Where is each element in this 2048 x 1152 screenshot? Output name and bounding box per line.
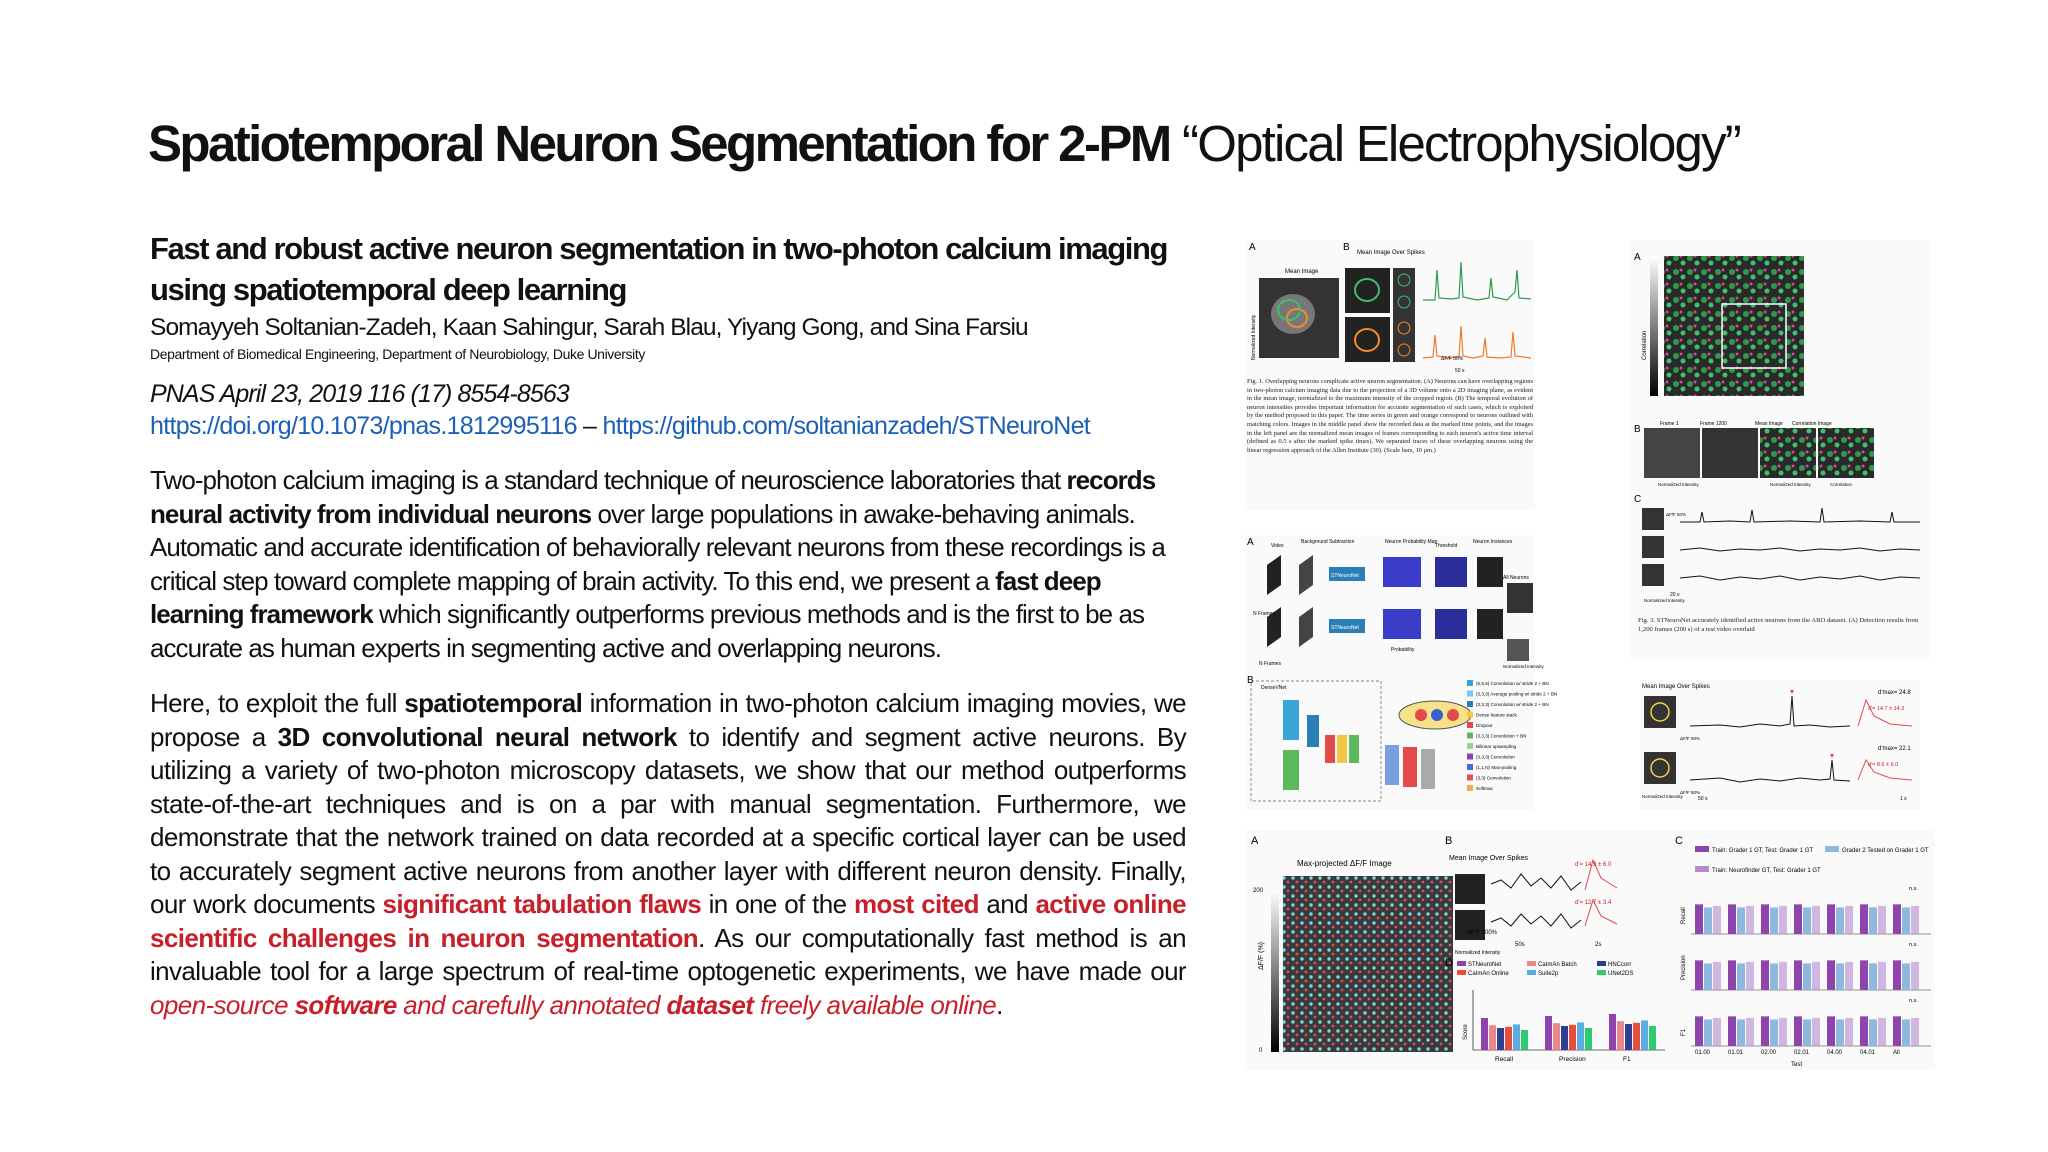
emphasis-framework: fast deep learning framework [150, 565, 1101, 629]
fig5-c-bar [1827, 1016, 1835, 1046]
fig5-y-min: 0 [1259, 1048, 1263, 1054]
fig3-trace-1 [1680, 508, 1920, 522]
fig5-d-bar [1633, 1023, 1640, 1050]
svg-text:Correlation: Correlation [1830, 482, 1853, 487]
fig5-c-bar [1695, 904, 1703, 934]
fig5-c-bar [1737, 907, 1745, 934]
fig4-trace-1 [1690, 696, 1850, 727]
fig2-legend-item: (3,3,3) Convolution w/ stride 2 + BN [1476, 702, 1549, 707]
fig5-ns-label: n.s. [1909, 998, 1918, 1004]
fig5-c-bar [1770, 963, 1778, 990]
fig5-c-bar [1746, 906, 1754, 934]
fig5-c-bar [1794, 960, 1802, 990]
fig2-label-a: A [1247, 537, 1254, 548]
fig5-d-bar [1545, 1016, 1552, 1050]
fig5-c-bar [1770, 1019, 1778, 1046]
fig5-c-bar [1794, 1016, 1802, 1046]
fig5-d-bar [1521, 1030, 1528, 1050]
fig2-nframes: N Frames [1253, 611, 1275, 617]
fig5-d-bar [1649, 1026, 1656, 1050]
fig2-legend-item: Bilinear upsampling [1476, 744, 1517, 749]
svg-text:Normalized Intensity: Normalized Intensity [1658, 482, 1699, 487]
fig2-legend-swatch [1467, 764, 1473, 770]
fig5-y-max: 200 [1253, 888, 1264, 894]
fig5-trace-1 [1491, 874, 1581, 890]
emphasis-spatiotemporal: spatiotemporal [404, 688, 583, 718]
fig5-c-bar [1845, 962, 1853, 990]
fig2-instances-label: Neuron Instances [1473, 539, 1513, 545]
fig2-pipeline-row-2 [1267, 607, 1503, 647]
fig4-trace-2 [1690, 760, 1850, 782]
fig1-mean-spikes-label: Mean Image Over Spikes [1357, 250, 1425, 256]
fig5-c-row-label: Precision [1681, 955, 1687, 980]
fig5-c-bar [1860, 1016, 1868, 1046]
fig5-ns-label: n.s. [1909, 886, 1918, 892]
svg-text:ΔF/F 100%: ΔF/F 100% [1467, 930, 1498, 936]
fig5-c-bar [1737, 963, 1745, 990]
github-link[interactable]: https://github.com/soltanianzadeh/STNeuroNet [602, 412, 1091, 440]
fig5-c-bar [1704, 963, 1712, 990]
fig5-c-bar [1869, 1019, 1877, 1046]
paper-authors: Somayyeh Soltanian-Zadeh, Kaan Sahingur, Sarah Blau, Yiyang Gong, and Sina Farsiu [150, 314, 1028, 341]
fig5-c-bar [1761, 904, 1769, 934]
fig3-detection-image [1664, 256, 1804, 396]
paper-department: Department of Biomedical Engineering, Department of Neurobiology, Duke University [150, 346, 645, 362]
svg-text:Probability: Probability [1391, 647, 1415, 653]
fig5-c-bar [1893, 904, 1901, 934]
figure-5 [1245, 830, 1935, 1070]
fig5-c-bar [1812, 962, 1820, 990]
fig3-trace-3 [1680, 576, 1920, 580]
slide-title [148, 112, 1740, 176]
svg-text:1 s: 1 s [1900, 796, 1907, 802]
fig5-c-bar [1845, 1018, 1853, 1046]
fig4-d-1: d'= 14.7 ± 14.3 [1868, 706, 1905, 712]
svg-text:Normalized Intensity: Normalized Intensity [1644, 598, 1685, 603]
fig5-method-label: CaImAn Batch [1538, 962, 1577, 968]
fig5-c-bar [1713, 1018, 1721, 1046]
svg-text:Normalized Intensity: Normalized Intensity [1503, 664, 1544, 669]
fig2-legend-item: (5,5,5) Convolution w/ stride 2 + BN [1476, 681, 1549, 686]
fig5-label-b: B [1445, 835, 1453, 847]
fig2-legend-item: (1,1,N) Max-pooling [1476, 765, 1517, 770]
fig5-c-row-label: F1 [1681, 1028, 1687, 1036]
fig5-c-bar [1893, 960, 1901, 990]
fig5-method-label: HNCcorr [1608, 962, 1632, 968]
fig5-c-bar [1803, 963, 1811, 990]
journal-citation: PNAS April 23, 2019 116 (17) 8554-8563 [150, 380, 569, 408]
fig5-method-label: STNeuroNet [1468, 962, 1502, 968]
fig5-d-bar [1489, 1025, 1496, 1050]
fig5-label-d: D [1445, 957, 1453, 969]
emphasis-tabulation-flaws: significant tabulation flaws [382, 889, 702, 919]
fig1-mean-image-label: Mean Image [1285, 269, 1319, 275]
fig5-c-bar [1746, 962, 1754, 990]
fig2-legend-item: Softmax [1476, 786, 1493, 791]
fig1-green-trace [1423, 262, 1531, 300]
fig2-video-label: Video [1271, 543, 1284, 549]
fig5-c-bar [1893, 1016, 1901, 1046]
fig5-c-bar [1860, 904, 1868, 934]
fig1-scale-f: ΔF/F 50% [1441, 356, 1464, 362]
fig3-frame1200: Frame 1200 [1700, 421, 1727, 427]
figure-4 [1640, 680, 1920, 810]
fig5-c-bar [1695, 1016, 1703, 1046]
fig5-maxproj-label: Max-projected ΔF/F Image [1297, 859, 1392, 868]
fig1-y-label: Normalized Intensity [1251, 314, 1257, 360]
svg-text:50s: 50s [1515, 942, 1525, 948]
fig5-d-bar [1577, 1022, 1584, 1050]
fig5-method-label: Suite2p [1538, 971, 1559, 977]
fig2-legend-item: Dense feature stack [1476, 712, 1517, 718]
fig5-label-c: C [1675, 835, 1683, 847]
svg-text:Normalized Intensity: Normalized Intensity [1642, 794, 1683, 799]
fig5-score-label: Score [1463, 1024, 1469, 1040]
fig2-legend-swatch [1467, 785, 1473, 791]
emphasis-records: records neural activity from individual neurons [150, 465, 1156, 529]
fig5-c-test-tick: 02.00 [1761, 1050, 1777, 1056]
figure-3 [1630, 240, 1930, 660]
fig1-label-a: A [1249, 242, 1256, 253]
fig1-label-b: B [1343, 242, 1350, 253]
fig5-d-1: d'= 14.9 ± 6.0 [1575, 862, 1612, 868]
fig5-d-bar [1641, 1020, 1648, 1050]
slide-title-quote: “Optical Electrophysiology” [1182, 115, 1740, 172]
fig5-c-test-tick: 01.00 [1695, 1050, 1711, 1056]
fig5-c-bar [1728, 960, 1736, 990]
slide-title-bold: Spatiotemporal Neuron Segmentation for 2-PM [148, 115, 1170, 172]
fig5-method-swatch [1457, 961, 1466, 966]
fig5-c-bar [1770, 907, 1778, 934]
fig2-legend-swatch [1467, 712, 1473, 718]
fig2-densevnet-label: DenseVNet [1261, 685, 1287, 691]
paper-links [150, 410, 1186, 442]
abstract-paragraph-2: Here, to exploit the full spatiotemporal information in two-photon calcium imaging movies, we propose a 3D convolutional neural network to identify and segment active neurons. By utilizing a variety of two-photon microscopy datasets, we show that our method outperforms state-of-the-art techniques and is on a par with manual segmentation. Furthermore, we demonstrate that the network trained on data recorded at a specific cortical layer can be used to accurately segment active neurons from another layer with different neuron density. Finally, our work documents significant tabulation flaws in one of the most cited and active online scientific challenges in neuron segmentation. As our computationally fast method is an invaluable tool for a large spectrum of real-time optogenetic experiments, we have made our open-source software and carefully annotated dataset freely available online. [150, 688, 1186, 1020]
fig3-label-c: C [1634, 494, 1642, 505]
fig2-label-b: B [1247, 675, 1254, 686]
fig3-corr-image: Correlation Image [1792, 421, 1832, 427]
fig5-c-bar [1779, 906, 1787, 934]
fig5-c-bar [1836, 963, 1844, 990]
fig5-label-a: A [1251, 835, 1259, 847]
fig3-label-b: B [1634, 424, 1641, 435]
fig5-c-bar [1827, 960, 1835, 990]
fig2-legend-item: (3,3,3) Convolution + BN [1476, 733, 1527, 739]
fig5-c-test-tick: 02.01 [1794, 1050, 1810, 1056]
fig5-c-bar [1746, 1018, 1754, 1046]
fig2-legend-swatch [1467, 733, 1473, 739]
fig5-c-swatch [1825, 846, 1839, 852]
fig3-caption: Fig. 3. STNeuroNet accurately identified active neurons from the ABO dataset. (A) Detection results from 1,200 frames (200 s) of a test video overlaid [1638, 617, 1919, 633]
fig5-d-bar [1553, 1023, 1560, 1050]
fig1-spike-image-1 [1345, 268, 1390, 313]
fig2-all-neurons-image [1507, 583, 1533, 613]
fig5-d-bar [1497, 1028, 1504, 1050]
fig5-c-bar [1812, 906, 1820, 934]
fig5-c-test-tick: 01.01 [1728, 1050, 1744, 1056]
fig5-method-swatch [1527, 970, 1536, 975]
fig3-colorbar [1650, 256, 1658, 396]
svg-text:ΔF/F 50%: ΔF/F 50% [1680, 736, 1701, 741]
fig5-c-test-tick: All [1893, 1050, 1900, 1056]
fig5-c-legend: Grader 2 Tested on Grader 1 GT [1842, 848, 1929, 854]
fig3-frame1: Frame 1 [1660, 421, 1679, 427]
fig3-correlation-label: Correlation [1642, 330, 1648, 360]
fig5-d-bar [1561, 1026, 1568, 1050]
fig5-c-bar [1794, 904, 1802, 934]
svg-text:Normalized Intensity: Normalized Intensity [1770, 482, 1811, 487]
fig2-bgsub-label: Background Subtraction [1301, 539, 1355, 545]
svg-text:N Frames: N Frames [1259, 661, 1281, 667]
fig5-c-swatch [1695, 846, 1709, 852]
fig2-legend-swatch [1467, 691, 1473, 697]
fig5-methods-legend [1457, 961, 1633, 977]
fig5-d-bar [1585, 1028, 1592, 1050]
fig5-c-legend: Train: Grader 1 GT, Test: Grader 1 GT [1712, 848, 1814, 854]
link-separator: – [583, 412, 597, 440]
emphasis-3d-cnn: 3D convolutional neural network [277, 721, 677, 752]
fig5-c-bar [1878, 906, 1886, 934]
fig5-method-swatch [1527, 961, 1536, 966]
svg-text:STNeuroNet: STNeuroNet [1331, 573, 1359, 579]
fig1-scale-t: 50 s [1455, 368, 1465, 374]
fig5-d-bar [1505, 1027, 1512, 1050]
fig5-metric-label: F1 [1623, 1056, 1631, 1063]
fig3-mean-image: Mean Image [1755, 421, 1783, 427]
fig5-metric-label: Recall [1495, 1056, 1514, 1063]
fig5-d-bar [1513, 1024, 1520, 1050]
fig5-c-bar [1713, 962, 1721, 990]
svg-text:50 s: 50 s [1698, 796, 1708, 802]
fig2-legend-swatch [1467, 701, 1473, 707]
fig2-threshold-label: Threshold [1435, 543, 1458, 549]
fig2-all-neurons-label: All Neurons [1503, 575, 1529, 581]
fig5-trace-2 [1491, 914, 1581, 928]
fig5-c-bar [1737, 1019, 1745, 1046]
fig5-c-bar [1860, 960, 1868, 990]
fig5-c-bar [1704, 1019, 1712, 1046]
fig5-c-bar [1704, 907, 1712, 934]
fig5-c-bar [1869, 963, 1877, 990]
emphasis-online-challenges: active online scientific challenges in neuron segmentation [150, 889, 1186, 953]
fig5-c-test-tick: 04.00 [1827, 1050, 1843, 1056]
fig2-legend-swatch [1467, 722, 1473, 728]
fig2-legend-item: Dropout [1476, 723, 1493, 728]
fig3-trace-2 [1680, 548, 1920, 551]
fig4-d-2: d'= 8.6 ± 6.0 [1868, 762, 1899, 768]
doi-link[interactable]: https://doi.org/10.1073/pnas.1812995116 [150, 412, 577, 440]
fig5-panel-c [1681, 846, 1931, 1056]
fig5-method-swatch [1597, 961, 1606, 966]
paper-title: Fast and robust active neuron segmentation in two-photon calcium imaging using spatiotemporal deep learning [150, 231, 1168, 307]
fig2-legend-swatch [1467, 680, 1473, 686]
fig3-label-a: A [1634, 252, 1641, 263]
fig4-dmax-1: d'max= 24.8 [1878, 690, 1911, 696]
fig5-test-label: Test [1791, 1062, 1803, 1068]
fig4-dmax-2: d'max= 22.1 [1878, 746, 1911, 752]
fig2-legend-item: (3,3) Convolution [1476, 775, 1511, 781]
fig5-metric-label: Precision [1559, 1056, 1586, 1063]
fig5-c-test-tick: 04.01 [1860, 1050, 1876, 1056]
fig5-c-bar [1803, 1019, 1811, 1046]
fig5-c-bar [1728, 1016, 1736, 1046]
fig5-c-bar [1827, 904, 1835, 934]
fig5-method-label: UNet2DS [1608, 971, 1634, 977]
figure-2 [1245, 535, 1558, 810]
fig2-legend-item: (3,3,3) Convolution [1476, 754, 1515, 760]
fig2-pipeline-row-1 [1267, 555, 1503, 595]
fig5-maxproj-image [1283, 876, 1453, 1052]
svg-text:ΔF/F 50%: ΔF/F 50% [1680, 790, 1701, 795]
fig5-c-bar [1761, 960, 1769, 990]
fig5-method-swatch [1457, 970, 1466, 975]
emphasis-most-cited: most cited [854, 889, 979, 919]
figure-1 [1245, 240, 1535, 510]
svg-text:STNeuroNet: STNeuroNet [1331, 625, 1359, 631]
abstract-paragraph-1: Two-photon calcium imaging is a standard technique of neuroscience laboratories that records neural activity from individual neurons over large populations in awake-behaving animals. Automatic and accurate identification of behaviorally relevant neurons from these recordings is a critical step toward complete mapping of brain activity. To this end, we present a fast deep learning framework which significantly outperforms previous methods and is the first to be as accurate as human experts in segmenting active and overlapping neurons. [150, 465, 1165, 663]
fig5-c-bar [1779, 962, 1787, 990]
fig5-c-bar [1695, 960, 1703, 990]
fig5-ns-label: n.s. [1909, 942, 1918, 948]
fig2-legend-item: (3,3,3) Average pooling w/ stride 2 + BN [1476, 691, 1558, 697]
fig5-c-row-label: Recall [1681, 907, 1687, 924]
fig5-d-bar [1569, 1025, 1576, 1050]
fig5-c-bar [1845, 906, 1853, 934]
fig5-d-bar [1481, 1018, 1488, 1050]
fig5-c-bar [1902, 1019, 1910, 1046]
fig2-legend-swatch [1467, 775, 1473, 781]
svg-text:Normalized Intensity: Normalized Intensity [1455, 950, 1501, 956]
fig2-legend-swatch [1467, 743, 1473, 749]
emphasis-dataset: dataset [666, 989, 754, 1020]
fig5-d-2: d'= 12.7 ± 3.4 [1575, 900, 1612, 906]
fig1-caption: Fig. 1. Overlapping neurons complicate active neuron segmentation. (A) Neurons can have overlapping regions in two-photon calcium imaging data due to the projection of a 3D volume onto a 2D imaging plane, as evident in the mean image, normalized to the maximum intensity of the cropped region. (B) The temporal evolution of neuron intensities provides important information for accurate segmentation of such cases, which is exploited by the method proposed in this paper. The time series in green and orange correspond to neurons outlined with matching colors. Images in the middle panel show the recorded data at the marked time points, and the images in the left panel are the normalized mean images of frames corresponding to each neuron's active time interval (defined as 0.5 s after the marked spike times). We separated traces of these overlapping neurons using the linear regression approach of the Allen Institute (30). (Scale bars, 10 μm.) [1247, 378, 1533, 454]
fig5-c-bar [1836, 907, 1844, 934]
fig5-c-bar [1779, 1018, 1787, 1046]
fig5-c-legend: Train: Neurofinder GT, Test: Grader 1 GT [1712, 868, 1821, 874]
fig5-y-label: ΔF/F (%) [1258, 941, 1265, 970]
fig5-c-bar [1761, 1016, 1769, 1046]
fig4-mean-spikes-label: Mean Image Over Spikes [1642, 684, 1710, 690]
fig5-c-bar [1812, 1018, 1820, 1046]
fig1-orange-trace [1423, 326, 1531, 358]
fig5-c-bar [1713, 906, 1721, 934]
fig5-c-bar [1869, 907, 1877, 934]
svg-text:20 s: 20 s [1670, 592, 1680, 598]
fig5-c-bar [1902, 907, 1910, 934]
fig1-spike-image-2 [1345, 317, 1390, 362]
fig2-legend-swatch [1467, 754, 1473, 760]
fig5-c-bar [1878, 1018, 1886, 1046]
fig5-c-bar [1902, 963, 1910, 990]
fig2-probmap-label: Neuron Probability Map [1385, 539, 1438, 545]
fig5-method-swatch [1597, 970, 1606, 975]
fig5-c-swatch [1695, 866, 1709, 872]
fig5-c-bar [1803, 907, 1811, 934]
fig5-d-bar [1617, 1021, 1624, 1050]
svg-text:ΔF/F 50%: ΔF/F 50% [1666, 512, 1687, 517]
paper-summary [150, 228, 1186, 1022]
fig5-c-bar [1911, 906, 1919, 934]
fig5-method-label: CaImAn Online [1468, 971, 1509, 977]
fig5-c-bar [1878, 962, 1886, 990]
fig5-d-bar [1609, 1014, 1616, 1050]
fig5-d-bar [1625, 1024, 1632, 1050]
fig5-mean-spikes-label: Mean Image Over Spikes [1449, 855, 1528, 862]
emphasis-software: software [294, 989, 397, 1020]
fig2-legend [1467, 680, 1557, 791]
fig5-c-bar [1836, 1019, 1844, 1046]
fig5-c-bar [1911, 962, 1919, 990]
fig5-c-bar [1728, 904, 1736, 934]
fig5-c-bar [1911, 1018, 1919, 1046]
svg-text:2s: 2s [1595, 942, 1602, 948]
fig5-panel-d [1473, 990, 1665, 1063]
